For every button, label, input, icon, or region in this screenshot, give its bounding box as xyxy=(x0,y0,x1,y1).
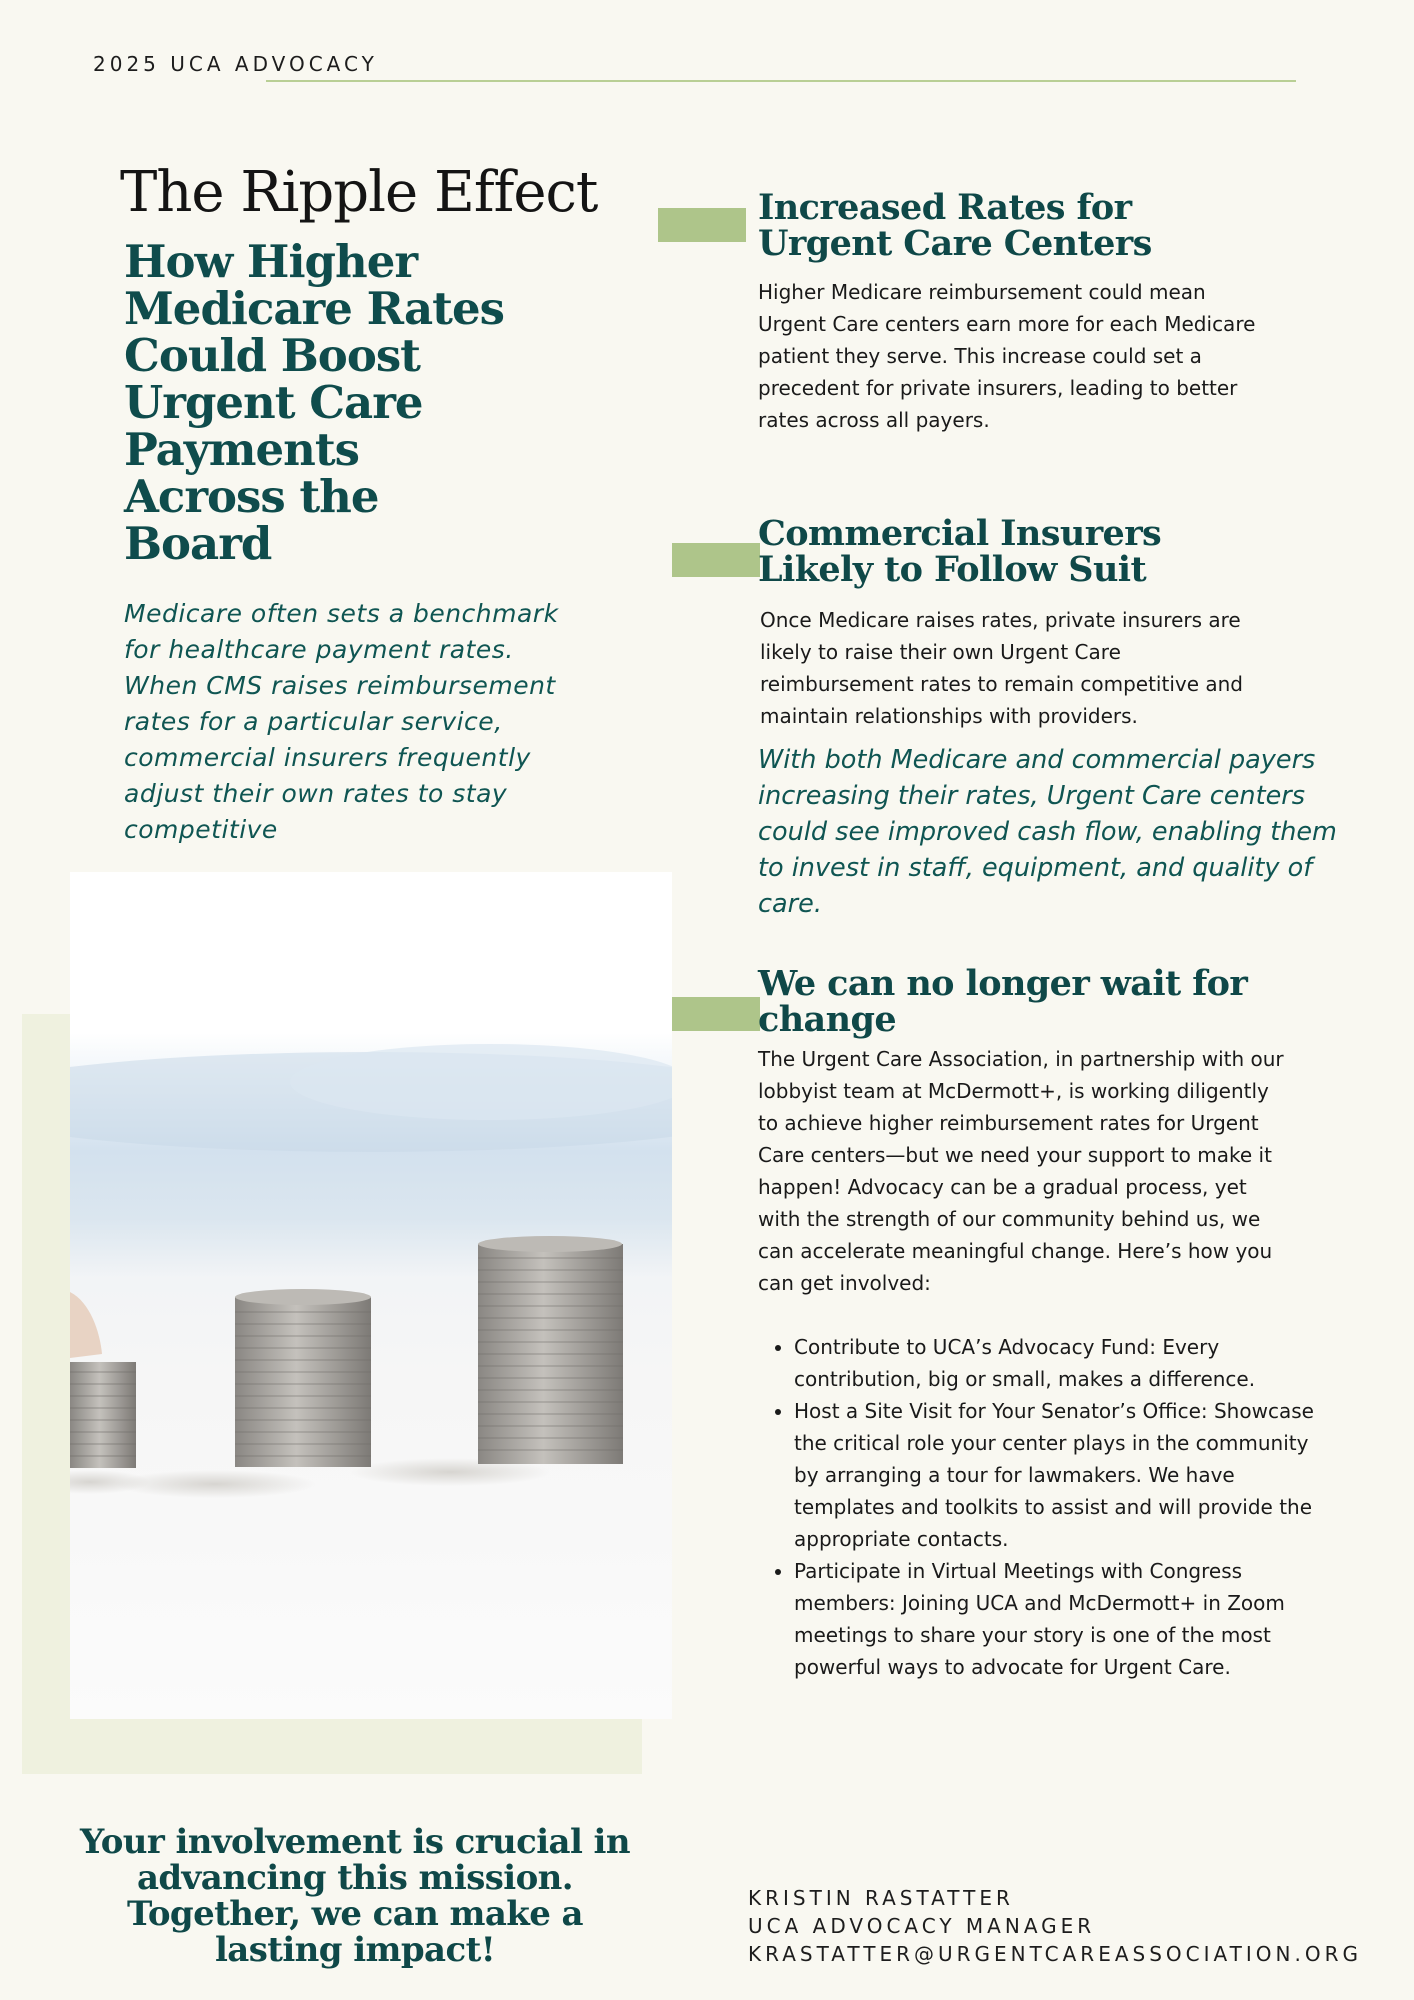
header-label: 2025 UCA ADVOCACY xyxy=(93,52,378,76)
section-heading-commercial-insurers: Commercial Insurers Likely to Follow Suit xyxy=(758,513,1162,590)
intro-paragraph: Medicare often sets a benchmark for healthcare payment rates. When CMS raises reimbursement rates for a particular service, commercial insurers frequently adjust their own rates to stay competitive xyxy=(124,599,559,844)
list-item: • Host a Site Visit for Your Senator’s Office: Showcase the critical role your center plays in the community by arranging a tour for lawmakers. We have templates and toolkits to assist and will provide the appropriate contacts. xyxy=(794,1395,1314,1555)
section-accent-bar xyxy=(672,543,760,577)
section-accent-bar xyxy=(658,208,746,242)
list-item: • Participate in Virtual Meetings with Congress members: Joining UCA and McDermott+ in Zoom meetings to share your story is one of the most powerful ways to advocate for Urgent Care. xyxy=(794,1555,1314,1683)
page-subtitle: How Higher Medicare Rates Could Boost Urgent Care Payments Across the Board xyxy=(124,235,504,570)
involvement-list xyxy=(758,1331,1314,1683)
coin-stacks-photo xyxy=(70,872,672,1719)
section-accent-bar xyxy=(672,997,760,1031)
list-item: • Contribute to UCA’s Advocacy Fund: Every contribution, big or small, makes a difference. xyxy=(794,1331,1314,1395)
section-heading-increased-rates: Increased Rates for Urgent Care Centers xyxy=(758,187,1152,264)
header-divider xyxy=(266,80,1296,82)
contact-name: KRISTIN RASTATTER xyxy=(748,1886,1014,1910)
impact-quote: With both Medicare and commercial payers increasing their rates, Urgent Care centers could see improved cash flow, enabling them to invest in staff, equipment, and quality of care. xyxy=(758,745,1337,919)
section-body-increased-rates: Higher Medicare reimbursement could mean Urgent Care centers earn more for each Medicare patient they serve. This increase could set a precedent for private insurers, leading to better rates across all payers. xyxy=(758,280,1256,432)
contact-email[interactable]: KRASTATTER@URGENTCAREASSOCIATION.ORG xyxy=(748,1942,1362,1966)
contact-role: UCA ADVOCACY MANAGER xyxy=(748,1914,1096,1938)
section-heading-call-to-change: We can no longer wait for change xyxy=(758,963,1248,1040)
section-body-call-to-change: The Urgent Care Association, in partnership with our lobbyist team at McDermott+, is working diligently to achieve higher reimbursement rates for Urgent Care centers—but we need your support to make it happen! Advocacy can be a gradual process, yet with the strength of our community behind us, we can accelerate meaningful change. Here’s how you can get involved: xyxy=(758,1047,1284,1295)
call-to-action: Your involvement is crucial in advancing this mission. Together, we can make a lasting impact! xyxy=(80,1822,630,1970)
page-title: The Ripple Effect xyxy=(120,160,598,225)
section-body-commercial-insurers: Once Medicare raises rates, private insurers are likely to raise their own Urgent Care reimbursement rates to remain competitive and maintain relationships with providers. xyxy=(760,608,1243,728)
